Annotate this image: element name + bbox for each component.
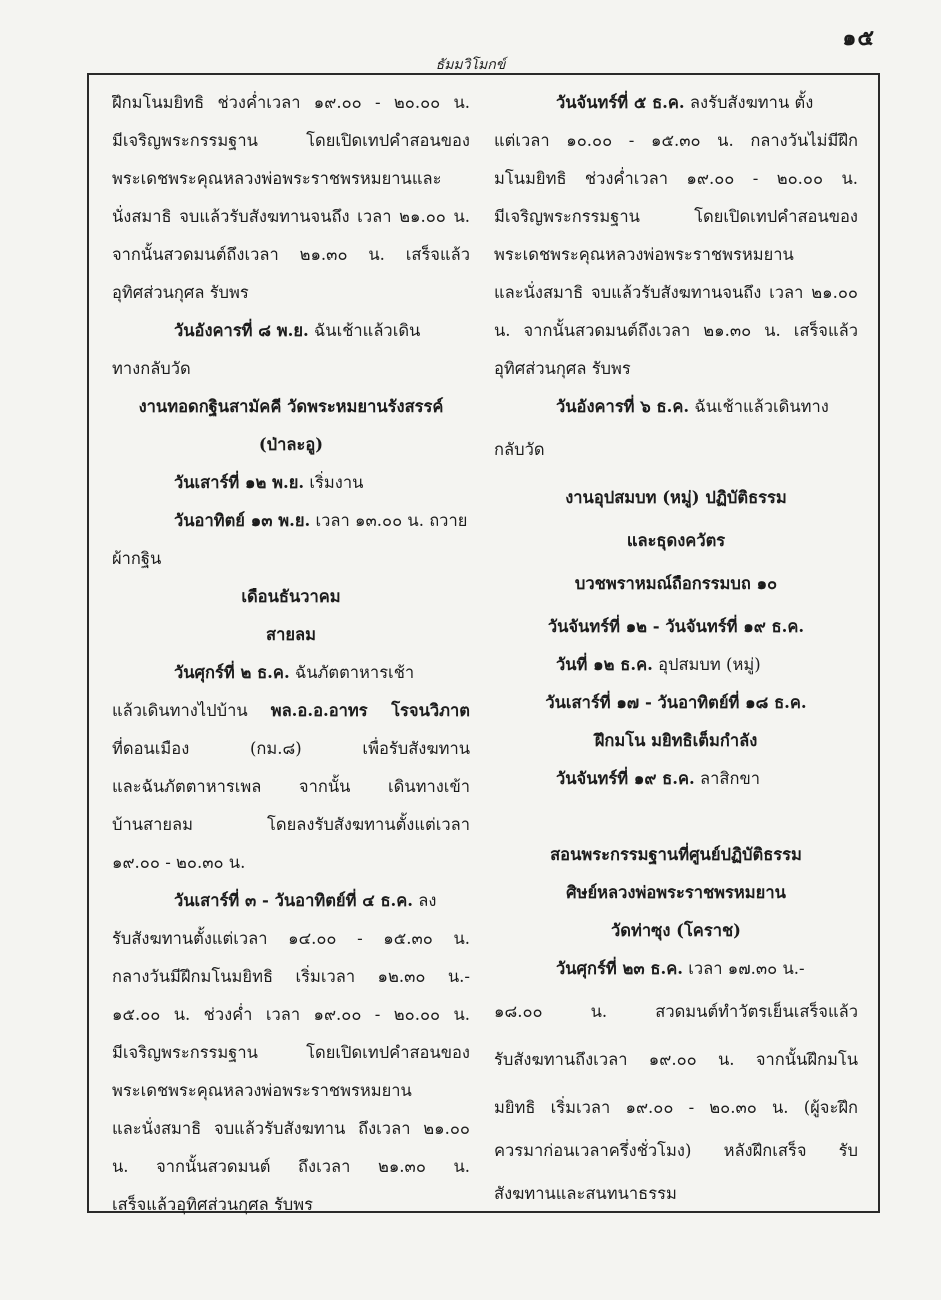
right-line-1 [494, 84, 858, 122]
date-heading: วันเสาร์ที่ ๓ - วันอาทิตย์ที่ ๔ ธ.ค. [174, 891, 414, 910]
entry-text: ลาสิกขา [694, 769, 760, 788]
left-line-18: ที่ดอนเมือง (กม.๘) เพื่อรับสังฆทาน [112, 739, 470, 758]
right-line-26: ควรมาก่อนเวลาครึ่งชั่วโมง) หลังฝึกเสร็จ รับ [494, 1141, 858, 1160]
left-line-3: พระเดชพระคุณหลวงพ่อพระราชพรหมยานและ [112, 169, 442, 188]
left-line-28: และนั่งสมาธิ จบแล้วรับสังฆทาน ถึงเวลา ๒๑.๐๐ [112, 1119, 470, 1138]
date-range-heading-2: วันเสาร์ที่ ๑๗ - วันอาทิตย์ที่ ๑๘ ธ.ค. [545, 693, 807, 712]
left-line-7 [112, 312, 470, 350]
entry-text: ลง [413, 891, 437, 910]
page-number: ๑๕ [842, 25, 875, 51]
entry-text: เริ่มงาน [304, 473, 364, 492]
month-heading: เดือนธันวาคม [241, 587, 341, 606]
person-name: พล.อ.อ.อาทร โรจนวิภาต [270, 701, 470, 720]
left-line-21: ๑๙.๐๐ - ๒๐.๓๐ น. [112, 853, 246, 872]
left-line-26: มีเจริญพระกรรมฐาน โดยเปิดเทปคำสอนของ [112, 1043, 470, 1062]
left-line-17 [112, 692, 470, 730]
right-line-9 [494, 388, 858, 426]
left-line-11 [112, 464, 470, 502]
section-heading-location: (ป่าละอู) [258, 435, 324, 454]
left-line-6: อุทิศส่วนกุศล รับพร [112, 283, 249, 302]
right-line-24: รับสังฆทานถึงเวลา ๑๙.๐๐ น. จากนั้นฝึกมโน [494, 1050, 858, 1069]
right-line-10: กลับวัด [494, 440, 545, 459]
left-line-8: ทางกลับวัด [112, 359, 191, 378]
entry-text: ฉันเช้าแล้วเดิน [308, 321, 421, 340]
date-heading: วันอาทิตย์ ๑๓ พ.ย. [174, 511, 311, 530]
section-heading-temple: วัดท่าซุง (โคราช) [611, 921, 741, 940]
date-heading: วันที่ ๑๒ ธ.ค. [556, 655, 653, 674]
left-line-16 [112, 654, 470, 692]
entry-text: ฉันภัตตาหารเช้า [289, 663, 415, 682]
date-heading: วันเสาร์ที่ ๑๒ พ.ย. [174, 473, 305, 492]
right-column [494, 84, 858, 1218]
spacer [494, 798, 858, 836]
section-heading-dhutanga: และธุดงควัตร [626, 531, 726, 550]
entry-text: เวลา ๑๗.๓๐ น.- [683, 959, 805, 978]
section-heading-korat: สอนพระกรรมฐานที่ศูนย์ปฏิบัติธรรม [550, 845, 802, 864]
date-range-heading: วันจันทร์ที่ ๑๒ - วันจันทร์ที่ ๑๙ ธ.ค. [547, 617, 805, 636]
right-line-18 [494, 760, 858, 798]
right-line-6: และนั่งสมาธิ จบแล้วรับสังฆทานจนถึง เวลา ๒๑.๐๐ [494, 283, 858, 302]
left-line-5: จากนั้นสวดมนต์ถึงเวลา ๒๑.๓๐ น. เสร็จแล้ว [112, 245, 470, 264]
date-heading: วันจันทร์ที่ ๑๙ ธ.ค. [556, 769, 695, 788]
section-heading-kathin: งานทอดกฐินสามัคคี วัดพระหมยานรังสรรค์ [138, 397, 444, 416]
entry-text: ฉันเช้าแล้วเดินทาง [689, 397, 829, 416]
right-line-5: พระเดชพระคุณหลวงพ่อพระราชพรหมยาน [494, 245, 794, 264]
right-line-23: ๑๘.๐๐ น. สวดมนต์ทำวัตรเย็นเสร็จแล้ว [494, 1002, 858, 1021]
right-line-2: แต่เวลา ๑๐.๐๐ - ๑๕.๓๐ น. กลางวันไม่มีฝึก [494, 131, 858, 150]
right-line-4: มีเจริญพระกรรมฐาน โดยเปิดเทปคำสอนของ [494, 207, 858, 226]
section-heading-brahmin: บวชพราหมณ์ถือกรรมบถ ๑๐ [574, 574, 778, 593]
entry-text: อุปสมบท (หมู่) [652, 655, 761, 674]
location-heading: สายลม [266, 625, 316, 644]
entry-text: ลงรับสังฆทาน ตั้ง [684, 93, 814, 112]
left-line-23: รับสังฆทานตั้งแต่เวลา ๑๔.๐๐ - ๑๕.๓๐ น. [112, 929, 470, 948]
left-line-4: นั่งสมาธิ จบแล้วรับสังฆทานจนถึง เวลา ๒๑.๐๐ น. [112, 207, 470, 226]
left-line-19: และฉันภัตตาหารเพล จากนั้น เดินทางเข้า [112, 777, 470, 796]
right-line-7: น. จากนั้นสวดมนต์ถึงเวลา ๒๑.๓๐ น. เสร็จแล้ว [494, 321, 858, 340]
training-heading: ฝึกมโน มยิทธิเต็มกำลัง [594, 731, 758, 750]
left-line-22 [112, 882, 470, 920]
date-heading: วันจันทร์ที่ ๕ ธ.ค. [556, 93, 685, 112]
left-line-25: ๑๕.๐๐ น. ช่วงค่ำ เวลา ๑๙.๐๐ - ๒๐.๐๐ น. [112, 1005, 470, 1024]
section-heading-disciples: ศิษย์หลวงพ่อพระราชพรหมยาน [566, 883, 786, 902]
entry-text: แล้วเดินทางไปบ้าน [112, 701, 271, 720]
entry-text: เวลา ๑๓.๐๐ น. ถวาย [310, 511, 468, 530]
right-line-22 [494, 950, 858, 988]
running-header: ธัมมวิโมกข์ [435, 57, 506, 73]
right-line-27: สังฆทานและสนทนาธรรม [494, 1184, 677, 1203]
date-heading: วันอังคารที่ ๖ ธ.ค. [556, 397, 690, 416]
left-line-24: กลางวันมีฝึกมโนมยิทธิ เริ่มเวลา ๑๒.๓๐ น.- [112, 967, 470, 986]
left-line-12 [112, 502, 470, 540]
date-heading: วันศุกร์ที่ ๒ ธ.ค. [174, 663, 290, 682]
left-column [112, 84, 470, 1224]
section-heading-ordination: งานอุปสมบท (หมู่) ปฏิบัติธรรม [565, 488, 787, 507]
right-line-3: มโนมยิทธิ ช่วงค่ำเวลา ๑๙.๐๐ - ๒๐.๐๐ น. [494, 169, 858, 188]
right-line-15 [494, 646, 858, 684]
right-line-8: อุทิศส่วนกุศล รับพร [494, 359, 631, 378]
left-line-2: มีเจริญพระกรรมฐาน โดยเปิดเทปคำสอนของ [112, 131, 470, 150]
date-heading: วันศุกร์ที่ ๒๓ ธ.ค. [556, 959, 683, 978]
left-line-20: บ้านสายลม โดยลงรับสังฆทานตั้งแต่เวลา [112, 815, 470, 834]
right-line-25: มยิทธิ เริ่มเวลา ๑๙.๐๐ - ๒๐.๓๐ น. (ผู้จะฝึก [494, 1098, 858, 1117]
date-heading: วันอังคารที่ ๘ พ.ย. [174, 321, 309, 340]
left-line-1: ฝึกมโนมยิทธิ ช่วงค่ำเวลา ๑๙.๐๐ - ๒๐.๐๐ น. [112, 93, 470, 112]
left-line-13: ผ้ากฐิน [112, 549, 162, 568]
left-line-30: เสร็จแล้วอุทิศส่วนกุศล รับพร [112, 1195, 314, 1214]
left-line-29: น. จากนั้นสวดมนต์ ถึงเวลา ๒๑.๓๐ น. [112, 1157, 470, 1176]
left-line-27: พระเดชพระคุณหลวงพ่อพระราชพรหมยาน [112, 1081, 412, 1100]
